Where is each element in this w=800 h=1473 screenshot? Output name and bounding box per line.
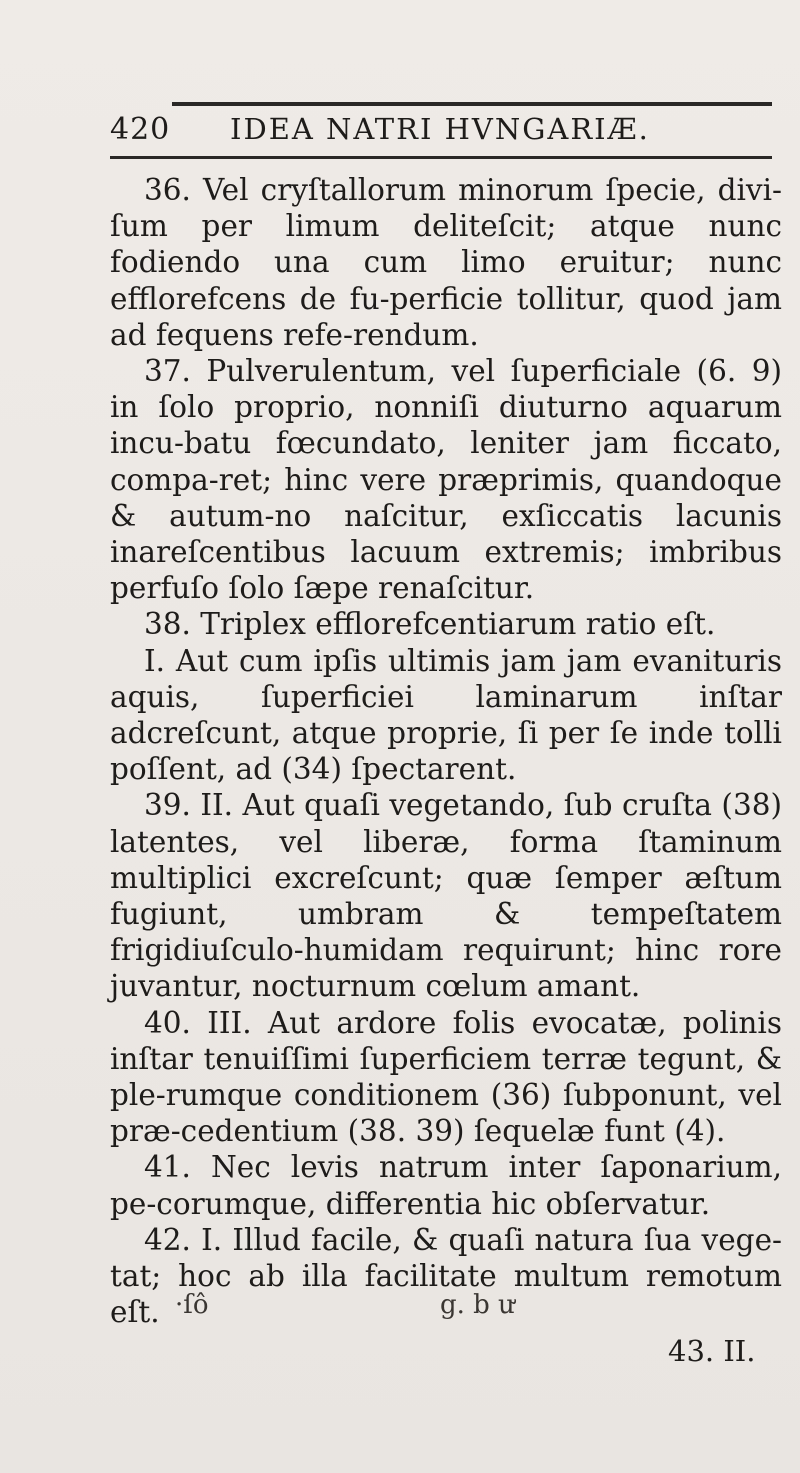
paragraph-38: 38. Triplex efflorefcentiarum ratio eſt. xyxy=(144,607,716,642)
signature-marks xyxy=(175,1290,675,1326)
paragraph-36: 36. Vel cryſtallorum minorum ſpecie, divi-ſum per limum deliteſcit; atque nunc fodiendo una cum limo eruitur; nunc efflorefcens de fu-perficie tollitur, quod jam ad fequens refe-rendum. xyxy=(110,173,782,352)
page-number: 420 xyxy=(110,112,171,147)
signature-mark-left: ·ſô xyxy=(175,1290,209,1320)
paragraph-41: 41. Nec levis natrum inter ſaponarium, pe-corumque, differentia hic obſervatur. xyxy=(110,1150,782,1221)
signature-mark-right: g. b ư xyxy=(440,1290,515,1320)
paragraph-42: 42. I. Illud facile, & quaſi natura ſua vege-tat; hoc ab illa facilitate multum remotum eſt. xyxy=(110,1222,782,1330)
paragraph-38-i: I. Aut cum ipſis ultimis jam jam evanituris aquis, ſuperficiei laminarum inſtar adcreſcunt, atque proprie, ſi per ſe inde tolli poſſent, ad (34) ſpectarent. xyxy=(110,643,782,787)
body-text xyxy=(110,172,782,1331)
header-rule-bottom xyxy=(110,156,772,159)
paragraph-40: 40. III. Aut ardore folis evocatæ, polinis inſtar tenuiſſimi ſuperficiem terræ tegunt, & ple-rumque conditionem (36) ſubponunt, vel præ-cedentium (38. 39) ſequelæ funt (4). xyxy=(110,1005,782,1149)
paragraph-37: 37. Pulverulentum, vel ſuperficiale (6. 9) in ſolo proprio, nonniſi diuturno aquarum incu-batu fœcundato, leniter jam ficcato, compa-ret; hinc vere præprimis, quandoque & autum-no naſcitur, exſiccatis lacunis inareſcentibus lacuum extremis; imbribus perfuſo ſolo ſæpe renaſcitur. xyxy=(110,354,782,606)
paragraph-39: 39. II. Aut quaſi vegetando, ſub cruſta (38) latentes, vel liberæ, forma ſtaminum multiplici excreſcunt; quæ ſemper æſtum fugiunt, umbram & tempeſtatem frigidiuſculo-humidam requirunt; hinc rore juvantur, nocturnum cœlum amant. xyxy=(110,788,782,1004)
page-header xyxy=(110,112,770,156)
header-rule-top xyxy=(172,102,772,106)
catchword: 43. II. xyxy=(668,1334,756,1368)
running-title: IDEA NATRI HVNGARIÆ. xyxy=(230,112,650,146)
